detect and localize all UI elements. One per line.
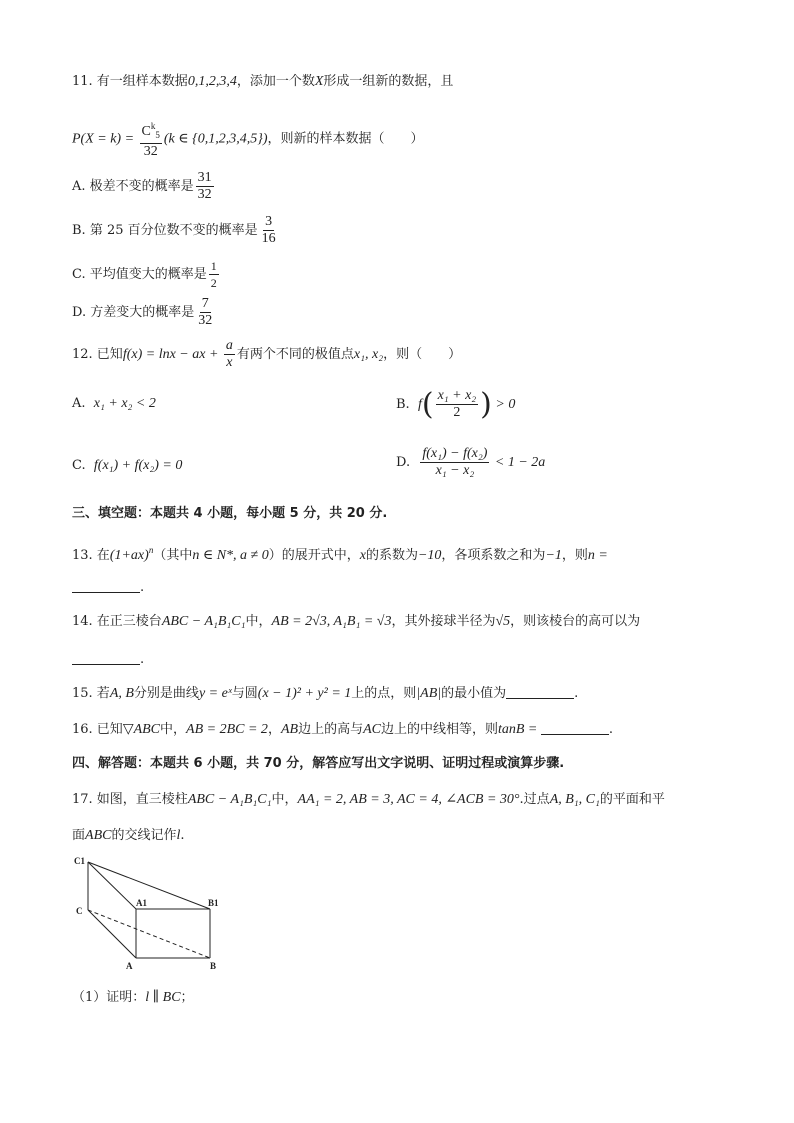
edge-c1-b1 [88, 862, 210, 909]
q12-option-d: D. $\frac{\text{f(x₁) − f(x₂)}}{\text{x₁ − x₂}}$ < 1 − 2a [396, 446, 546, 478]
q17-stem: 17. 如图，直三棱柱ABC − A₁B₁C₁中，AA₁ = 2, AB = 3, AC = 4, ∠ACB = 30°.过点A, B₁, C₁的平面和平 [72, 792, 665, 807]
label-b1: B1 [208, 898, 219, 908]
q14-stem: 14. 在正三棱台ABC − A₁B₁C₁中，AB = 2√3, A₁B₁ = √3，其外接球半径为√5，则该棱台的高可以为 [72, 614, 641, 629]
section-4-heading: 四、解答题：本题共 6 小题，共 70 分，解答应写出文字说明、证明过程或演算步骤. [72, 756, 565, 771]
q12-stem: 12. 已知f(x) = lnx − ax + $\frac{a}{x}$ 有两个不同的极值点x₁, x₂，则（ ） [72, 338, 462, 370]
q11-option-a: A. 极差不变的概率是 $\frac{31}{32}$ [72, 170, 212, 202]
q11-prob-formula: P(X = k) = $\frac{C^k_5}{32}$ (k ∈ {0,1,2,3,4,5})，则新的样本数据（ ） [72, 118, 424, 160]
q17-stem-line2: 面ABC的交线记作l. [72, 828, 185, 843]
label-c1: C1 [74, 856, 85, 866]
answer-blank[interactable] [72, 650, 140, 665]
edge-c-a [88, 910, 136, 958]
answer-blank[interactable] [72, 578, 140, 593]
q15-stem: 15. 若A, B分别是曲线y = eˣ与圆(x − 1)² + y² = 1上的点，则|AB|的最小值为 . [72, 686, 579, 701]
q11-option-c: C. 平均值变大的概率是 $\frac{1}{2}$ [72, 259, 217, 290]
comb-fraction: $\frac{C^k_5}{32}$ [140, 118, 162, 160]
label-a: A [126, 961, 133, 971]
prism-figure [72, 852, 232, 976]
q11-option-d: D. 方差变大的概率是 $\frac{7}{32}$ [72, 296, 213, 328]
label-a1: A1 [136, 898, 147, 908]
answer-blank[interactable] [506, 684, 574, 699]
q13-answer-blank[interactable]: . [72, 578, 144, 598]
q16-stem: 16. 已知▽ABC中，AB = 2BC = 2，AB边上的高与AC边上的中线相等，则tanB = . [72, 722, 614, 737]
edge-c1-a1 [88, 862, 136, 909]
q12-option-c: C. f(x₁) + f(x₂) = 0 [72, 458, 183, 473]
q12-option-a: A. x₁ + x₂ < 2 [72, 396, 156, 411]
answer-blank[interactable] [541, 720, 609, 735]
q11-stem: 11. 有一组样本数据0,1,2,3,4，添加一个数X形成一组新的数据，且 [72, 74, 454, 89]
q11-option-b: B. 第 25 百分位数不变的概率是 $\frac{3}{16}$ [72, 214, 276, 246]
edge-c-b-hidden [88, 910, 210, 958]
section-3-heading: 三、填空题：本题共 4 小题，每小题 5 分，共 20 分. [72, 506, 388, 521]
q12-option-b: B. f( $\frac{\text{x₁ + x₂}}{2}$ ) > 0 [396, 386, 516, 422]
label-b: B [210, 961, 217, 971]
q14-answer-blank[interactable]: . [72, 650, 144, 670]
q13-stem: 13. 在$(1+ax)^n$（其中n ∈ N*, a ≠ 0）的展开式中，x的系数为−10，各项系数之和为−1，则n = [72, 545, 608, 563]
q17-part1: （1）证明：l ∥ BC； [72, 990, 194, 1005]
label-c: C [76, 906, 83, 916]
